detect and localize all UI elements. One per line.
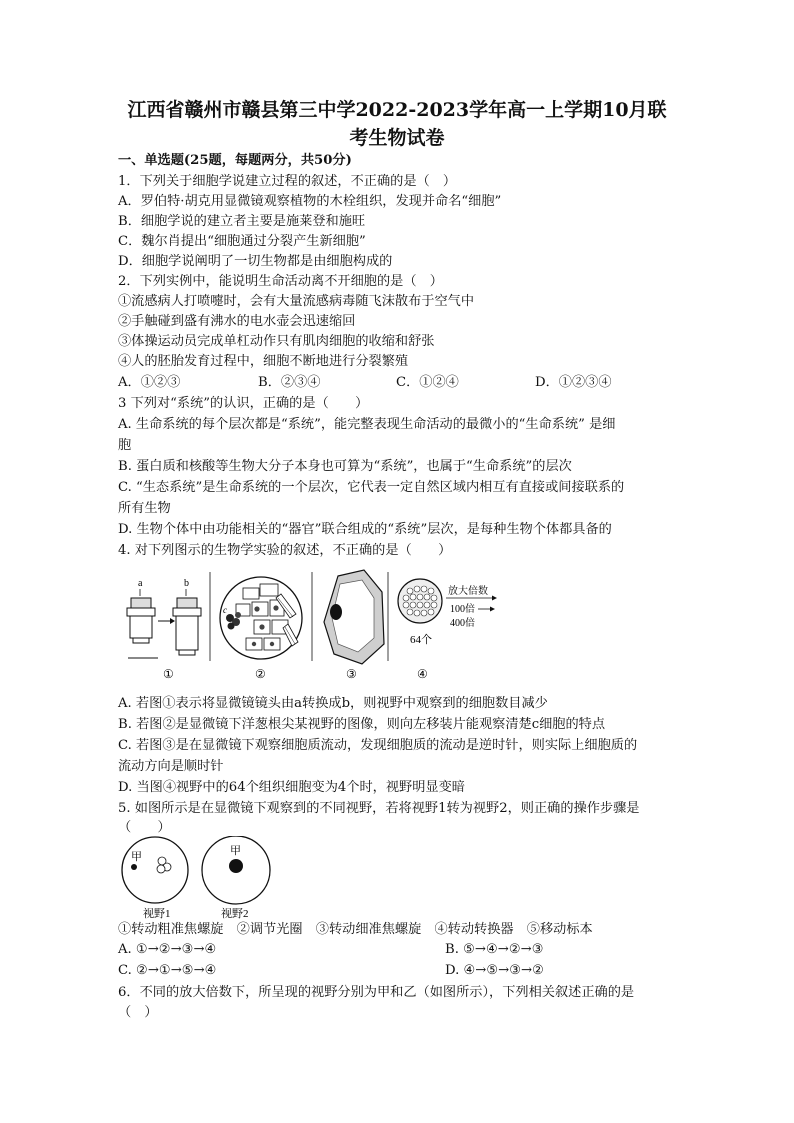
q3-option-b: B. 蛋白质和核酸等生物大分子本身也可算为“系统”，也属于“生命系统”的层次	[118, 459, 572, 474]
q3-option-d: D. 生物个体中由功能相关的“器官”联合组成的“系统”层次，是每种生物个体都具备的	[118, 522, 612, 537]
q5-options	[118, 941, 678, 981]
q2-option-a: A．①②③	[118, 375, 181, 390]
q2-options	[118, 374, 678, 392]
q6-stem-line2: （ ）	[118, 1005, 158, 1020]
q5-steps: ①转动粗准焦螺旋 ②调节光圈 ③转动细准焦螺旋 ④转动转换器 ⑤移动标本	[118, 922, 593, 937]
cell-cytoplasm-diagram	[324, 570, 384, 664]
panel-number-1: ①	[163, 667, 174, 681]
q2-option-c: C．①②④	[396, 375, 459, 390]
q3-option-a-line2: 胞	[118, 438, 132, 453]
view1-caption: 视野1	[143, 908, 171, 920]
q4-option-c-line1: C. 若图③是在显微镜下观察细胞质流动，发现细胞质的流动是逆时针，则实际上细胞质的	[118, 738, 638, 753]
q2-statement-1: ①流感病人打喷嚏时，会有大量流感病毒随飞沫散布于空气中	[118, 294, 475, 309]
q2-option-d: D．①②③④	[535, 375, 612, 390]
q1-option-a: A．罗伯特·胡克用显微镜观察植物的木栓组织，发现并命名“细胞”	[118, 194, 502, 209]
q2-statement-4: ④人的胚胎发育过程中，细胞不断地进行分裂繁殖	[118, 354, 409, 369]
objective-lenses-diagram	[127, 578, 201, 658]
q2-option-b: B．②③④	[258, 375, 321, 390]
label-c: c	[223, 605, 227, 615]
q5-stem-line2: （ ）	[118, 820, 171, 835]
q3-option-c-line1: C. “生态系统”是生命系统的一个层次，它代表一定自然区域内相互有直接或间接联系的	[118, 480, 625, 495]
magnification-title: 放大倍数	[448, 586, 488, 597]
q5-option-b: B. ⑤→④→②→③	[445, 942, 544, 957]
q3-option-c-line2: 所有生物	[118, 501, 171, 516]
q4-stem: 4. 对下列图示的生物学实验的叙述，不正确的是（ ）	[118, 543, 452, 558]
q5-figure-svg	[118, 836, 288, 920]
q4-option-a: A. 若图①表示将显微镜镜头由a转换成b，则视野中观察到的细胞数目减少	[118, 696, 548, 711]
q1-option-d: D．细胞学说阐明了一切生物都是由细胞构成的	[118, 254, 393, 269]
section-heading: 一、单选题(25题，每题两分，共50分)	[118, 153, 352, 168]
q1-option-b: B．细胞学说的建立者主要是施莱登和施旺	[118, 214, 366, 229]
page-title-line-1: 江西省赣州市赣县第三中学2022-2023学年高一上学期10月联	[127, 99, 667, 121]
q5-option-d: D. ④→⑤→③→②	[445, 963, 544, 978]
q6-stem-line1: 6．不同的放大倍数下，所呈现的视野分别为甲和乙（如图所示），下列相关叙述正确的是	[118, 985, 635, 1000]
q5-option-c: C. ②→①→⑤→④	[118, 963, 217, 978]
q4-option-d: D. 当图④视野中的64个组织细胞变为4个时，视野明显变暗	[118, 780, 465, 795]
root-tip-view-diagram	[220, 577, 302, 659]
q4-figure	[118, 566, 618, 686]
q4-option-b: B. 若图②是显微镜下洋葱根尖某视野的图像，则向左移装片能观察清楚c细胞的特点	[118, 717, 606, 732]
q2-statement-2: ②手触碰到盛有沸水的电水壶会迅速缩回	[118, 314, 356, 329]
view1-jia-label: 甲	[131, 851, 142, 863]
label-b: b	[184, 578, 189, 589]
q1-option-c: C．魏尔肖提出“细胞通过分裂产生新细胞”	[118, 234, 366, 249]
view-2-diagram	[202, 836, 270, 904]
view2-caption: 视野2	[221, 908, 249, 920]
q2-statement-3: ③体操运动员完成单杠动作只有肌肉细胞的收缩和舒张	[118, 334, 435, 349]
q2-stem: 2．下列实例中，能说明生命活动离不开细胞的是（ ）	[118, 274, 443, 289]
cell-count-label: 64个	[410, 634, 432, 646]
q5-option-a: A. ①→②→③→④	[118, 942, 217, 957]
q4-option-c-line2: 流动方向是顺时针	[118, 759, 224, 774]
label-a: a	[138, 578, 143, 589]
q3-option-a-line1: A. 生命系统的每个层次都是“系统”，能完整表现生命活动的最微小的“生命系统” 是细	[118, 417, 616, 432]
panel-number-4: ④	[417, 667, 428, 681]
view-1-diagram	[122, 837, 188, 903]
view2-jia-label: 甲	[230, 845, 241, 857]
q3-stem: 3 下列对“系统”的认识，正确的是（ ）	[118, 396, 369, 411]
magnification-to: 400倍	[450, 618, 475, 629]
panel-number-3: ③	[346, 667, 357, 681]
panel-number-2: ②	[255, 667, 266, 681]
q5-figure	[118, 836, 288, 920]
magnification-from: 100倍	[450, 604, 475, 615]
q1-stem: 1．下列关于细胞学说建立过程的叙述，不正确的是（ ）	[118, 174, 457, 189]
q5-stem-line1: 5. 如图所示是在显微镜下观察到的不同视野，若将视野1转为视野2，则正确的操作步骤是	[118, 801, 640, 816]
tissue-cells-diagram	[398, 579, 497, 646]
page-title-line-2: 考生物试卷	[349, 127, 445, 149]
q4-figure-svg	[118, 566, 618, 686]
